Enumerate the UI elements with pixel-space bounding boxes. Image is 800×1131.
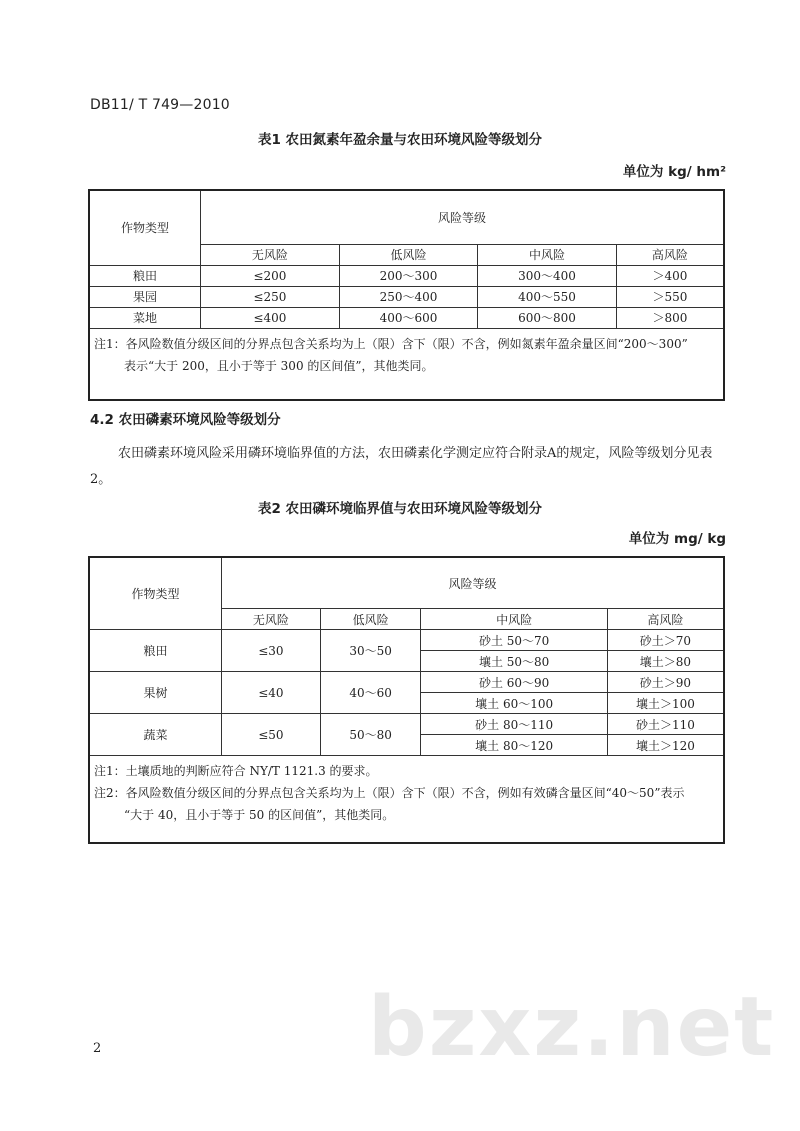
table1-cell: ＞550 (616, 286, 724, 307)
table2-note2-line2: “大于 40，且小于等于 50 的区间值”，其他类同。 (124, 808, 395, 822)
table1-cell: ≤400 (201, 307, 340, 328)
table1-cell: 400～600 (339, 307, 478, 328)
table-row (89, 714, 724, 735)
table1-cell: 400～550 (478, 286, 617, 307)
table2-cell: 壤土 80～120 (421, 735, 607, 756)
table-row (89, 672, 724, 693)
table2-cell: 壤土 50～80 (421, 651, 607, 672)
table2-level-high: 高风险 (607, 609, 724, 630)
table1-cell: ＞400 (616, 265, 724, 286)
table-row (89, 307, 724, 328)
table1-crop: 果园 (89, 286, 201, 307)
table1-note-line1: 注1：各风险数值分级区间的分界点包含关系均为上（限）含下（限）不含，例如氮素年盈余量区间“200～300” (94, 336, 688, 351)
table1-head-risk: 风险等级 (201, 190, 724, 244)
table2-note (89, 756, 724, 844)
table2-cell: ≤30 (222, 630, 321, 672)
table2-cell: 50～80 (320, 714, 421, 756)
table2-note1: 注1：土壤质地的判断应符合 NY/T 1121.3 的要求。 (94, 764, 378, 778)
table1-head-crop: 作物类型 (89, 190, 201, 265)
table2-level-none: 无风险 (222, 609, 321, 630)
table1-note-line2: 表示“大于 200，且小于等于 300 的区间值”，其他类同。 (124, 358, 434, 373)
section-heading: 4.2 农田磷素环境风险等级划分 (90, 412, 281, 428)
table2-cell: ≤50 (222, 714, 321, 756)
table2-cell: 壤土＞100 (607, 693, 724, 714)
table1-cell: ＞800 (616, 307, 724, 328)
table1 (88, 189, 725, 401)
table-row (89, 630, 724, 651)
table2-crop: 蔬菜 (89, 714, 222, 756)
watermark: bzxz.net (368, 980, 776, 1075)
table2-cell: 砂土 60～90 (421, 672, 607, 693)
table2-head-crop: 作物类型 (89, 557, 222, 630)
table1-level-low: 低风险 (339, 244, 478, 265)
table2-cell: 砂土＞70 (607, 630, 724, 651)
table2-level-low: 低风险 (320, 609, 421, 630)
table2-caption: 表2 农田磷环境临界值与农田环境风险等级划分 (257, 501, 543, 517)
table1-cell: 250～400 (339, 286, 478, 307)
table1-caption: 表1 农田氮素年盈余量与农田环境风险等级划分 (257, 132, 543, 148)
table1-cell: 200～300 (339, 265, 478, 286)
table2-crop: 果树 (89, 672, 222, 714)
table2-cell: 30～50 (320, 630, 421, 672)
table2-cell: 砂土＞110 (607, 714, 724, 735)
table2-level-mid: 中风险 (421, 609, 607, 630)
table2-cell: 壤土＞80 (607, 651, 724, 672)
table2-cell: 砂土 50～70 (421, 630, 607, 651)
table2-cell: 壤土 60～100 (421, 693, 607, 714)
table2-cell: 40～60 (320, 672, 421, 714)
table2-cell: 壤土＞120 (607, 735, 724, 756)
standard-code: DB11/ T 749—2010 (90, 97, 230, 113)
table2-note2-line1: 注2：各风险数值分级区间的分界点包含关系均为上（限）含下（限）不含，例如有效磷含量区间“40～50”表示 (94, 786, 685, 800)
table2-cell: 砂土 80～110 (421, 714, 607, 735)
table2-unit: 单位为 mg/ kg (628, 531, 726, 547)
table2-crop: 粮田 (89, 630, 222, 672)
table1-level-none: 无风险 (201, 244, 340, 265)
table1-crop: 菜地 (89, 307, 201, 328)
table1-crop: 粮田 (89, 265, 201, 286)
table2 (88, 556, 725, 844)
section-paragraph: 农田磷素环境风险采用磷环境临界值的方法，农田磷素化学测定应符合附录A的规定，风险等级划分见表2。 (90, 446, 713, 487)
table1-cell: 300～400 (478, 265, 617, 286)
table1-cell: ≤200 (201, 265, 340, 286)
table1-level-mid: 中风险 (478, 244, 617, 265)
table1-note (89, 328, 724, 400)
table1-cell: ≤250 (201, 286, 340, 307)
table2-cell: ≤40 (222, 672, 321, 714)
table1-level-high: 高风险 (616, 244, 724, 265)
table-row (89, 265, 724, 286)
table2-head-risk: 风险等级 (222, 557, 724, 609)
table1-unit: 单位为 kg/ hm² (622, 164, 726, 180)
page-number: 2 (93, 1041, 102, 1056)
table2-cell: 砂土＞90 (607, 672, 724, 693)
table1-cell: 600～800 (478, 307, 617, 328)
table-row (89, 286, 724, 307)
